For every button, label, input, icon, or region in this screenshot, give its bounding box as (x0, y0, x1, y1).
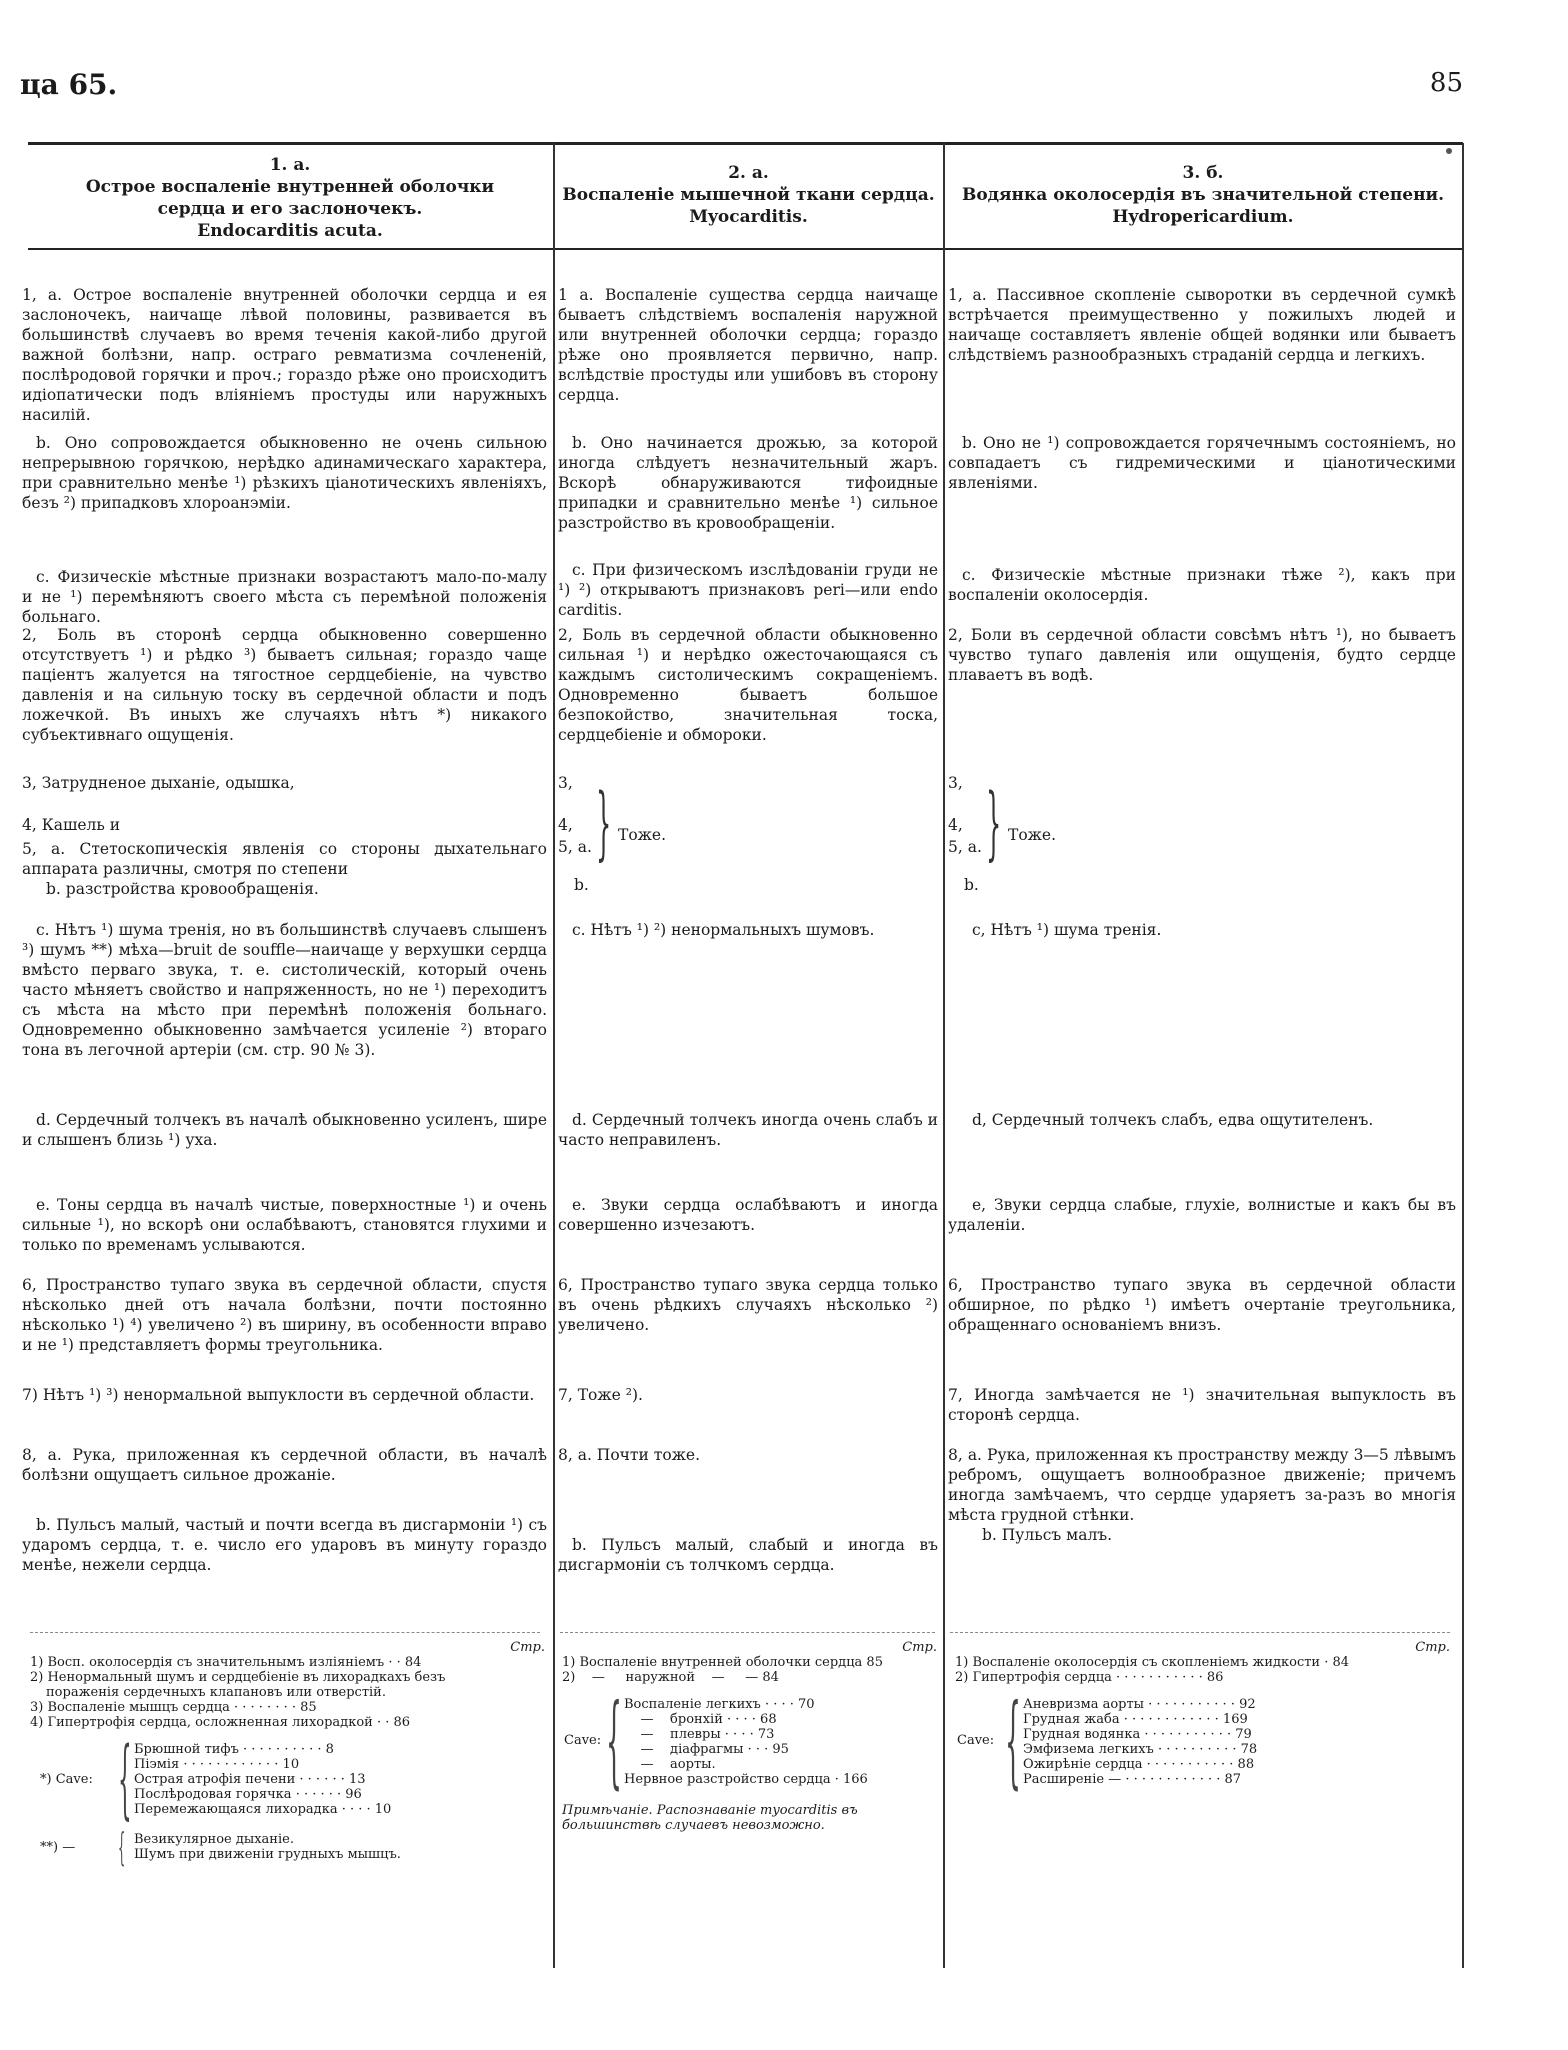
col2-entry-8a: 8, а. Почти тоже. (558, 1446, 701, 1464)
col1-fn-2b: пораженія сердечныхъ клапановъ или отверстій. (46, 1685, 386, 1700)
col1-entry-5c: c. Нѣтъ ¹) шума тренія, но въ большинствѣ случаевъ слышенъ ³) шумъ **) мѣха—bruit de souffle—наичаще у верхушки сердца вмѣсто перваго звука, т. е. систолическій, который очень часто мѣняетъ свойство и напряженность, но не ¹) переходитъ съ мѣста на мѣсто при перемѣнѣ положенія больнаго. Одновременно обыкновенно замѣчается усиленіе ²) втораго тона въ легочной артеріи (см. стр. 90 № 3). (22, 921, 547, 1059)
col3-entry-6: 6, Пространство тупаго звука въ сердечной области обширное, по рѣдко ¹) имѣетъ очертаніе треугольника, обращеннаго основаніемъ внизъ. (948, 1276, 1456, 1334)
col2-cave-list (624, 1697, 924, 1787)
col1-dd-block (30, 1825, 545, 1869)
col2-fn-2: 2) — наружной — — 84 (562, 1670, 779, 1685)
page-number: 85 (1429, 68, 1463, 98)
col3-footnote-rule (950, 1632, 1450, 1633)
column-3-title: Водянка околосердія въ значительной степени. (961, 185, 1445, 205)
col3-entry-3: 3, (948, 774, 963, 792)
col1-cave-item: Послѣродовая горячка · · · · · · 96 (134, 1787, 362, 1802)
column-3-number: 3. б. (1182, 163, 1224, 183)
col1-entry-1a: 1, а. Острое воспаленіе внутренней оболочки сердца и ея заслоночекъ, наичаще лѣвой половины, развивается въ большинствѣ случаевъ во время теченія какой-либо другой важной болѣзни, напр. остраго ревматизма сочлененій, послѣродовой горячки и проч.; гораздо рѣже оно происходитъ идіопатически подъ вліяніемъ простуды или наружныхъ насилій. (22, 286, 547, 424)
col2-cave-item: — діафрагмы · · · 95 (624, 1742, 789, 1757)
column-1-number: 1. а. (269, 155, 311, 175)
print-mark (1446, 148, 1452, 154)
header-rule (28, 248, 1463, 250)
column-2-latin: Myocarditis. (689, 207, 808, 227)
col3-entry-7: 7, Иногда замѣчается не ¹) значительная выпуклость въ сторонѣ сердца. (948, 1386, 1456, 1424)
col1-cave-label: *) Cave: (40, 1772, 93, 1787)
column-1-latin: Endocarditis acuta. (197, 221, 383, 241)
col3-cave-item: Грудная водянка · · · · · · · · · · · 79 (1023, 1727, 1252, 1742)
column-3-latin: Hydropericardium. (1112, 207, 1294, 227)
col1-cave-brace: { (118, 1729, 132, 1829)
col1-dd-label: **) — (40, 1840, 76, 1855)
col1-entry-8a: 8, а. Рука, приложенная къ сердечной области, въ началѣ болѣзни ощущаетъ сильное дрожаніе. (22, 1446, 547, 1484)
col2-entry-1a: 1 а. Воспаленіе существа сердца наичаще бываетъ слѣдствіемъ воспаленія наружной или внутренней оболочки сердца; гораздо рѣже оно проявляется первично, напр. вслѣдствіе простуды или ушибовъ въ сторону сердца. (558, 286, 938, 404)
col3-entry-1c: c. Физическіе мѣстные признаки тѣже ²), какъ при воспаленіи околосердія. (948, 566, 1456, 604)
col1-entry-5e: e. Тоны сердца въ началѣ чистые, поверхностные ¹) и очень сильные ¹), но вскорѣ они ослабѣваютъ, становятся глухими и только по временамъ услываются. (22, 1196, 547, 1254)
col2-entry-2: 2, Боль въ сердечной области обыкновенно сильная ¹) и нерѣдко ожесточающаяся съ каждымъ систолическимъ сокращеніемъ. Одновременно бываетъ большое безпокойство, значительная тоска, сердцебіеніе и обмороки. (558, 626, 938, 744)
col2-footnotes (562, 1640, 937, 1833)
col1-entry-5b: b. разстройства кровообращенія. (46, 880, 319, 898)
col1-cave-block (30, 1729, 545, 1829)
col1-fn-4: 4) Гипертрофія сердца, осложненная лихорадкой · · 86 (30, 1715, 411, 1730)
col1-entry-8b: b. Пульсъ малый, частый и почти всегда въ дисгармоніи ¹) съ ударомъ сердца, т. е. число его ударовъ въ минуту гораздо менѣе, нежели сердца. (22, 1516, 547, 1574)
col1-dd-list (134, 1832, 401, 1862)
col1-entry-1c: c. Физическіе мѣстные признаки возрастаютъ мало-по-малу и не ¹) перемѣняютъ своего мѣста съ перемѣной положенія больнаго. (22, 568, 547, 626)
col1-entry-3: 3, Затрудненое дыханіе, одышка, (22, 774, 295, 792)
col2-footnote-rule (560, 1632, 935, 1633)
col3-entry-5b: b. (964, 876, 979, 894)
col3-cave-item: Расширеніе — · · · · · · · · · · · · 87 (1023, 1772, 1242, 1787)
col2-cave-item: — бронхій · · · · 68 (624, 1712, 777, 1727)
col1-fn-3: 3) Воспаленіе мышцъ сердца · · · · · · · · 85 (30, 1700, 317, 1715)
col2-entry-3: 3, (558, 774, 573, 792)
col3-cave-list (1023, 1697, 1443, 1787)
col2-cave-item: Воспаленіе легкихъ · · · · 70 (624, 1697, 815, 1712)
col3-entry-2: 2, Боли въ сердечной области совсѣмъ нѣтъ ¹), но бываетъ чувство тупаго давленія или ощущенія, будто сердце плаваетъ въ водѣ. (948, 626, 1456, 684)
column-2-number: 2. а. (728, 163, 769, 183)
col3-stp: Стр. (1415, 1640, 1450, 1655)
col3-entry-8a: 8, а. Рука, приложенная къ пространству между 3—5 лѣвымъ ребромъ, ощущаетъ волнообразное движеніе; причемъ иногда замѣчаемъ, что сердце ударяетъ за-разъ во многія мѣста грудной стѣнки. (948, 1446, 1456, 1524)
col3-entry-5e: e, Звуки сердца слабые, глухіе, волнистые и какъ бы въ удаленіи. (948, 1196, 1456, 1234)
col3-entry-5a: 5, а. (948, 838, 982, 856)
col3-same: Тоже. (1008, 826, 1057, 844)
col1-footnote-rule (30, 1632, 540, 1633)
col3-cave-brace: { (1005, 1682, 1021, 1799)
column-2-header (556, 162, 941, 228)
col2-entry-6: 6, Пространство тупаго звука сердца только въ очень рѣдкихъ случаяхъ нѣсколько ²) увеличено. (558, 1276, 938, 1334)
col2-same: Тоже. (618, 826, 667, 844)
col3-cave-item: Грудная жаба · · · · · · · · · · · · 169 (1023, 1712, 1248, 1727)
col3-entry-4: 4, (948, 816, 963, 834)
col2-entry-5a: 5, а. (558, 838, 592, 856)
col2-cave-block (562, 1682, 937, 1799)
top-rule (28, 142, 1463, 145)
col3-cave-item: Ожирѣніе сердца · · · · · · · · · · · 88 (1023, 1757, 1255, 1772)
col3-cave-label: Cave: (957, 1733, 995, 1748)
col2-entry-5d: d. Сердечный толчекъ иногда очень слабъ и часто неправиленъ. (558, 1111, 938, 1149)
col2-entry-1b: b. Оно начинается дрожью, за которой иногда слѣдуетъ незначительный жаръ. Вскорѣ обнаруживаются тифоидные припадки и сравнительно менѣе ¹) сильное разстройство въ кровообращеніи. (558, 434, 938, 532)
col2-entry-1c: c. При физическомъ изслѣдованіи груди не ¹) ²) открываютъ признаковъ peri—или endo carditis. (558, 561, 938, 619)
col1-entry-4: 4, Кашель и (22, 816, 121, 834)
col2-cave-item: — аорты. (624, 1757, 716, 1772)
col1-fn-2: 2) Ненормальный шумъ и сердцебіеніе въ лихорадкахъ безъ (30, 1670, 446, 1685)
col2-note: Примѣчаніе. Распознаваніе myocarditis въ большинствѣ случаевъ невозможно. (562, 1803, 858, 1833)
column-1-title: Острое воспаленіе внутренней оболочки сердца и его заслоночекъ. (85, 177, 495, 219)
col3-cave-block (955, 1682, 1450, 1799)
col1-footnotes (30, 1640, 545, 1869)
col3-cave-item: Эмфизема легкихъ · · · · · · · · · · 78 (1023, 1742, 1258, 1757)
col1-entry-7: 7) Нѣтъ ¹) ³) ненормальной выпуклости въ сердечной области. (22, 1386, 535, 1404)
col1-cave-item: Піэмія · · · · · · · · · · · · 10 (134, 1757, 300, 1772)
col2-cave-brace: { (606, 1682, 622, 1799)
col1-dd-item: Шумъ при движеніи грудныхъ мышцъ. (134, 1847, 401, 1862)
col1-cave-list (134, 1742, 534, 1817)
col3-cave-item: Аневризма аорты · · · · · · · · · · · 92 (1023, 1697, 1256, 1712)
col1-cave-item: Острая атрофія печени · · · · · · 13 (134, 1772, 366, 1787)
col2-fn-1: 1) Воспаленіе внутренней оболочки сердца 85 (562, 1655, 883, 1670)
col2-brace: } (596, 776, 612, 869)
col1-entry-6: 6, Пространство тупаго звука въ сердечной области, спустя нѣсколько дней отъ начала болѣзни, почти постоянно нѣсколько ¹) ⁴) увеличено ²) въ ширину, въ особенности вправо и не ¹) представляетъ формы треугольника. (22, 1276, 547, 1354)
col2-cave-item: — плевры · · · · 73 (624, 1727, 775, 1742)
column-3-header (946, 162, 1460, 228)
col2-stp: Стр. (902, 1640, 937, 1655)
col3-entry-1a: 1, а. Пассивное скопленіе сыворотки въ сердечной сумкѣ встрѣчается преимущественно у пожилыхъ людей и наичаще составляетъ явленіе общей водянки или бываетъ слѣдствіемъ разнообразныхъ страданій сердца и легкихъ. (948, 286, 1456, 364)
col1-entry-2: 2, Боль въ сторонѣ сердца обыкновенно совершенно отсутствуетъ ¹) и рѣдко ³) бываетъ сильная; гораздо чаще паціентъ жалуется на тягостное сердцебіеніе, на чувство давленія и на сильную тоску въ сердечной области и подъ ложечкой. Въ иныхъ же случаяхъ нѣтъ *) никакого субъективнаго ощущенія. (22, 626, 547, 744)
col3-entry-5c: c, Нѣтъ ¹) шума тренія. (972, 921, 1162, 939)
col1-stp: Стр. (510, 1640, 545, 1655)
col2-entry-7: 7, Тоже ²). (558, 1386, 643, 1404)
column-divider-right (1462, 143, 1464, 1968)
col2-entry-4: 4, (558, 816, 573, 834)
col2-cave-item: Нервное разстройство сердца · 166 (624, 1772, 868, 1787)
col1-cave-item: Перемежающаяся лихорадка · · · · 10 (134, 1802, 392, 1817)
col1-entry-5d: d. Сердечный толчекъ въ началѣ обыкновенно усиленъ, шире и слышенъ близь ¹) уха. (22, 1111, 547, 1149)
col2-entry-5c: c. Нѣтъ ¹) ²) ненормальныхъ шумовъ. (572, 921, 875, 939)
col1-dd-item: Везикулярное дыханіе. (134, 1832, 294, 1847)
col3-fn-2: 2) Гипертрофія сердца · · · · · · · · · · · 86 (955, 1670, 1224, 1685)
col1-entry-5a: 5, а. Стетоскопическія явленія со стороны дыхательнаго аппарата различны, смотря по степени (22, 840, 547, 878)
col3-entry-5d: d, Сердечный толчекъ слабъ, едва ощутителенъ. (972, 1111, 1374, 1129)
column-divider-2 (943, 143, 945, 1968)
col1-entry-1b: b. Оно сопровождается обыкновенно не очень сильною непрерывною горячкою, нерѣдко адинамическаго характера, при сравнительно менѣе ¹) рѣзкихъ ціанотическихъ явленіяхъ, безъ ²) припадковъ хлороанэміи. (22, 434, 547, 512)
col3-entry-1b: b. Оно не ¹) сопровождается горячечнымъ состояніемъ, но совпадаетъ съ гидремическими и ціанотическими явленіями. (948, 434, 1456, 492)
col2-entry-8b: b. Пульсъ малый, слабый и иногда въ дисгармоніи съ толчкомъ сердца. (558, 1536, 938, 1574)
column-divider-1 (553, 143, 555, 1968)
col3-entry-8b: b. Пульсъ малъ. (982, 1526, 1113, 1544)
col3-footnotes (955, 1640, 1450, 1799)
col2-entry-5e: e. Звуки сердца ослабѣваютъ и иногда совершенно изчезаютъ. (558, 1196, 938, 1234)
column-1-header (30, 154, 550, 242)
page-header-left: ца 65. (20, 68, 118, 101)
col1-cave-item: Брюшной тифъ · · · · · · · · · · 8 (134, 1742, 334, 1757)
col1-fn-1: 1) Восп. околосердія съ значительнымъ изліяніемъ · · 84 (30, 1655, 422, 1670)
col3-brace: } (986, 776, 1002, 869)
col2-entry-5b: b. (574, 876, 589, 894)
col1-dd-brace: { (118, 1825, 126, 1869)
column-2-title: Воспаленіе мышечной ткани сердца. (562, 185, 935, 205)
col3-fn-1: 1) Воспаленіе околосердія съ скопленіемъ жидкости · 84 (955, 1655, 1350, 1670)
col2-cave-label: Cave: (564, 1733, 602, 1748)
